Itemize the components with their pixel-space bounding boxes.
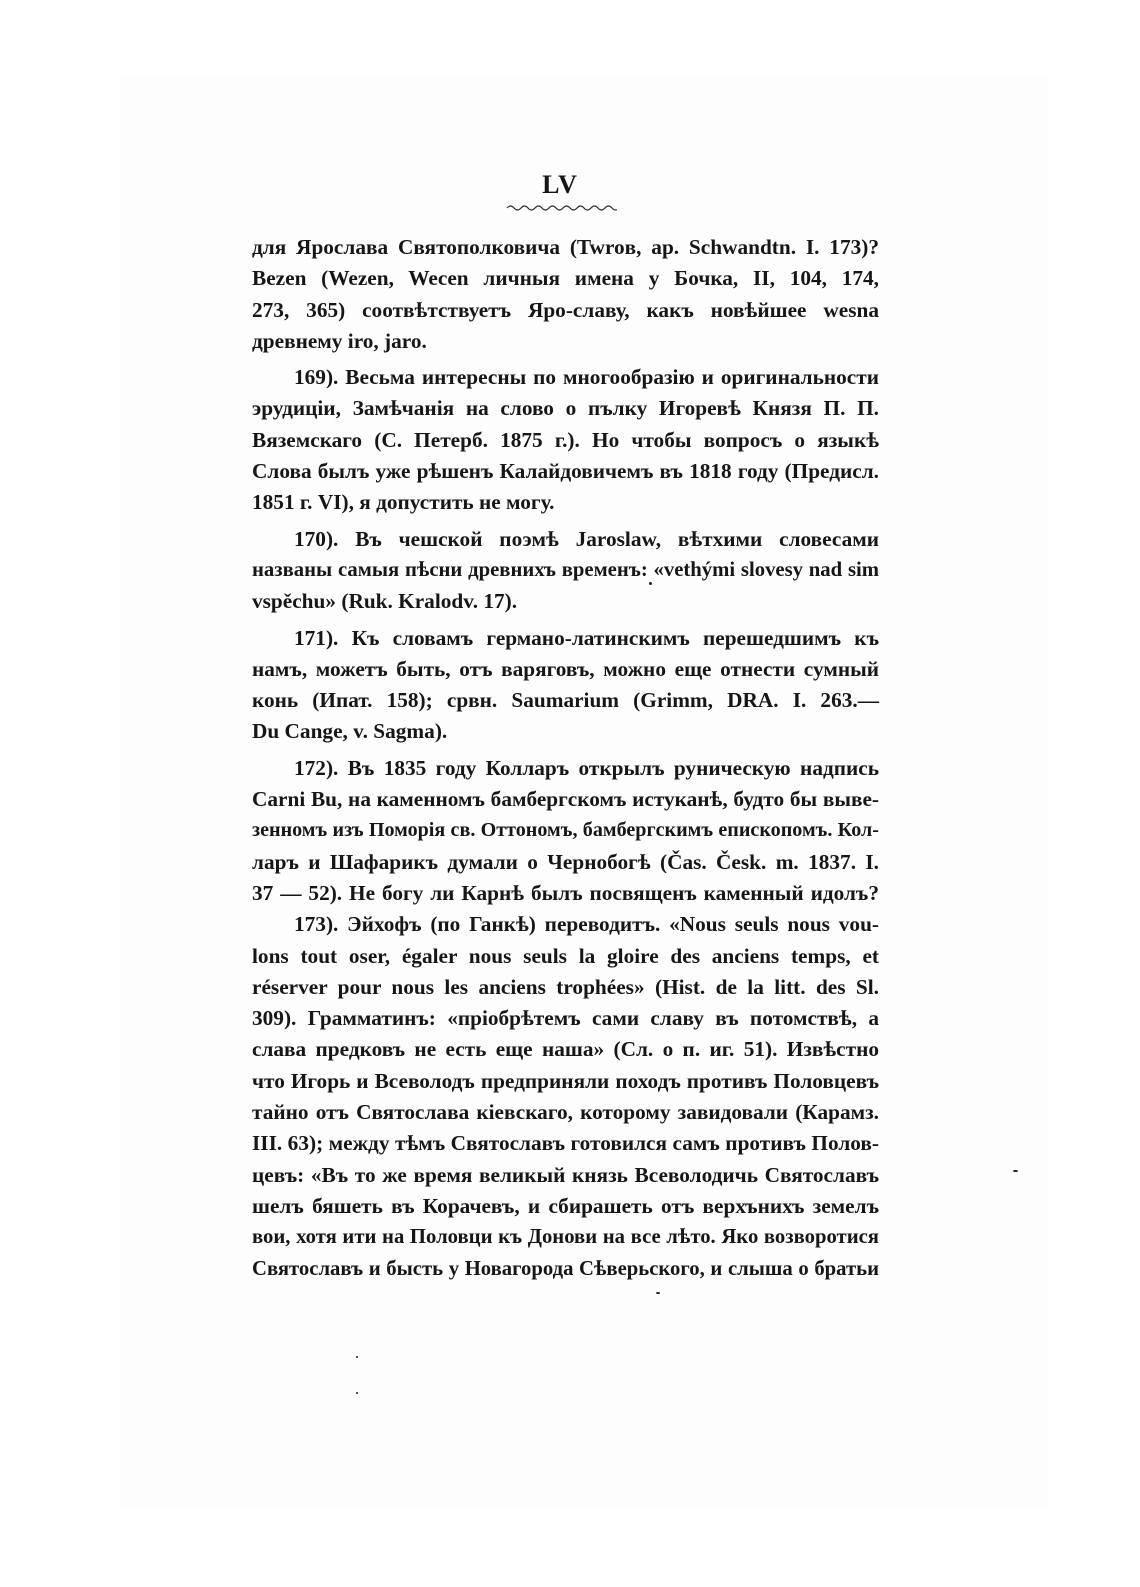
text-line: тайно отъ Святослава кіевскаго, которому завидовали (Карамз. xyxy=(252,1100,879,1125)
text-line: III. 63); между тѣмъ Святославъ готовился самъ противъ Полов- xyxy=(252,1131,879,1156)
text-line: зенномъ изъ Поморія св. Оттономъ, бамбергскимъ епископомъ. Кол- xyxy=(252,819,879,842)
scan-speck xyxy=(356,1392,358,1394)
paragraph-172-line: 172). Въ 1835 году Колларъ открылъ руническую надпись xyxy=(294,755,879,780)
text-line: lons tout oser, égaler nous seuls la gloire des anciens temps, et xyxy=(252,943,879,968)
text-line: Святославъ и бысть у Новагорода Сѣверьского, и слыша о братьи xyxy=(252,1257,879,1280)
text-line: réserver pour nous les anciens trophées» (Hist. de la litt. des Sl. xyxy=(252,974,879,999)
body-text xyxy=(252,232,879,1285)
text-line: цевъ: «Въ то же время великый князь Всеволодичь Святославъ xyxy=(252,1162,879,1187)
paragraph-173-line: 173). Эйхофъ (по Ганкѣ) переводитъ. «Nous seuls nous vou- xyxy=(294,912,879,937)
paragraph-170-line: 170). Въ чешской поэмѣ Jaroslaw, вѣтхими словесами xyxy=(294,526,879,551)
text-line: Bezen (Wezen, Wecen личныя имена у Бочка, II, 104, 174, xyxy=(252,266,879,291)
scan-speck xyxy=(656,1292,660,1294)
text-line: vspěchu» (Ruk. Kralodv. 17). xyxy=(252,589,518,614)
text-line: 37 — 52). Не богу ли Карнѣ былъ посвященъ каменный идолъ? xyxy=(252,880,879,905)
page-number: LV xyxy=(542,170,578,199)
scan-speck xyxy=(649,582,652,585)
paragraph-171-line: 171). Къ словамъ германо-латинскимъ перешедшимъ къ xyxy=(294,625,879,650)
text-line: для Ярослава Святополковича (Twroв, ap. Schwandtn. I. 173)? xyxy=(252,235,879,259)
text-line: названы самыя пѣсни древнихъ временъ: «vetһými slovesy nad sim xyxy=(252,558,879,581)
text-line: древнему iro, jaro. xyxy=(252,328,427,353)
text-line: вои, хотя ити на Половци къ Донови на все лѣто. Яко возворотися xyxy=(252,1226,879,1249)
text-line: 309). Грамматинъ: «пріобрѣтемъ сами славу въ потомствѣ, а xyxy=(252,1006,879,1031)
wavy-rule-ornament xyxy=(505,203,617,213)
text-line: Вяземскаго (С. Петерб. 1875 г.). Но чтобы вопросъ о языкѣ xyxy=(252,427,879,452)
scan-speck xyxy=(356,1356,358,1358)
text-line: что Игорь и Всеволодъ предприняли походъ противъ Половцевъ xyxy=(252,1068,879,1093)
text-line: слава предковъ не есть еще наша» (Сл. о п. иг. 51). Извѣстно xyxy=(252,1037,879,1062)
text-line: Слова былъ уже рѣшенъ Калайдовичемъ въ 1818 году (Предисл. xyxy=(252,459,879,484)
text-line: эрудиціи, Замѣчанія на слово о пълку Игоревѣ Князя П. П. xyxy=(252,396,879,421)
text-line: шелъ бяшеть въ Корачевъ, и сбирашеть отъ верхънихъ земелъ xyxy=(252,1193,879,1218)
text-line: намъ, можетъ быть, отъ варяговъ, можно еще отнести сумный xyxy=(252,656,879,681)
text-line: Du Cange, v. Sagma). xyxy=(252,719,448,744)
paragraph-169-line: 169). Весьма интересны по многообразію и оригинальности xyxy=(294,365,879,390)
text-line: 1851 г. VI), я допустить не могу. xyxy=(252,490,555,515)
text-line: Carni Bu, на каменномъ бамбергскомъ истуканѣ, будто бы выве- xyxy=(252,787,879,812)
scan-speck xyxy=(1013,1170,1018,1172)
text-line: 273, 365) соотвѣтствуетъ Яро-славу, какъ новѣйшее wesna xyxy=(252,297,879,322)
text-line: конь (Ипат. 158); срвн. Saumarium (Grimm, DRA. I. 263.— xyxy=(252,688,879,713)
text-line: ларъ и Шафарикъ думали о Чернобогѣ (Čas. Česk. m. 1837. I. xyxy=(252,849,879,874)
